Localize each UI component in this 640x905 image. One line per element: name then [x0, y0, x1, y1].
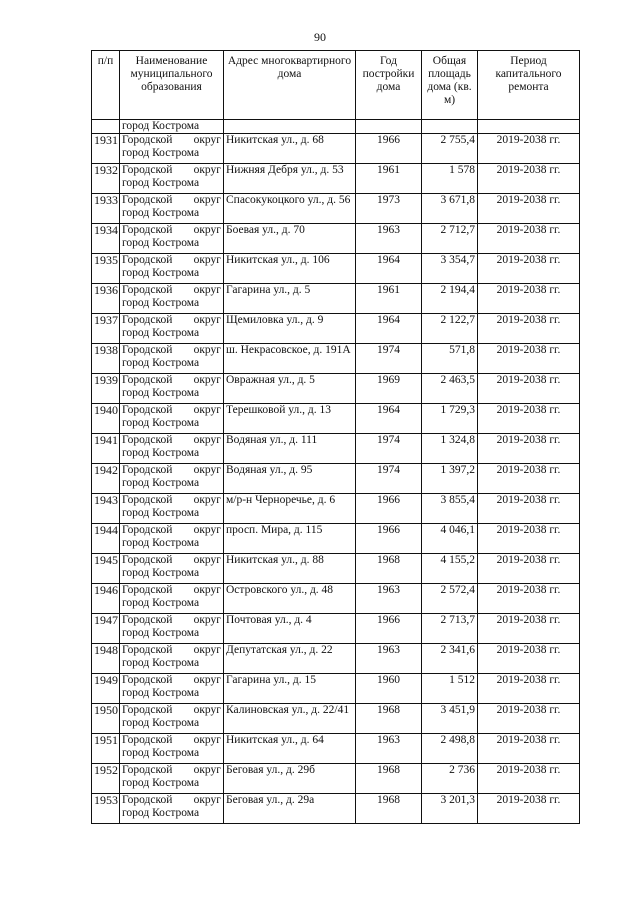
table-row — [92, 284, 580, 314]
row-municipality — [120, 794, 224, 824]
row-address: Беговая ул., д. 29б — [224, 764, 356, 794]
header-period: Период капитального ремонта — [478, 51, 580, 120]
row-municipality-line1: Городской округ — [122, 734, 221, 746]
row-number: 1937 — [92, 314, 120, 344]
row-address: Депутатская ул., д. 22 — [224, 644, 356, 674]
row-period: 2019-2038 гг. — [478, 284, 580, 314]
row-address: Никитская ул., д. 68 — [224, 134, 356, 164]
row-municipality-line2: город Кострома — [122, 747, 200, 759]
row-area: 3 201,3 — [422, 794, 478, 824]
row-address: Гагарина ул., д. 15 — [224, 674, 356, 704]
table-row — [92, 734, 580, 764]
row-municipality — [120, 224, 224, 254]
row-municipality-line2: город Кострома — [122, 207, 200, 219]
row-period: 2019-2038 гг. — [478, 134, 580, 164]
row-municipality-line2: город Кострома — [122, 447, 200, 459]
row-address: Островского ул., д. 48 — [224, 584, 356, 614]
row-municipality-line2: город Кострома — [122, 327, 200, 339]
row-address: Боевая ул., д. 70 — [224, 224, 356, 254]
row-address: Терешковой ул., д. 13 — [224, 404, 356, 434]
row-municipality-line1: Городской округ — [122, 614, 221, 626]
row-period: 2019-2038 гг. — [478, 584, 580, 614]
row-address: Спасокукоцкого ул., д. 56 — [224, 194, 356, 224]
row-municipality-line1: Городской округ — [122, 554, 221, 566]
header-address: Адрес многоквартирного дома — [224, 51, 356, 120]
row-area: 1 397,2 — [422, 464, 478, 494]
row-municipality-line1: Городской округ — [122, 194, 221, 206]
table-row — [92, 434, 580, 464]
row-municipality-line2: город Кострома — [122, 687, 200, 699]
row-area: 1 729,3 — [422, 404, 478, 434]
row-municipality-line2: город Кострома — [122, 537, 200, 549]
row-municipality — [120, 554, 224, 584]
row-municipality — [120, 464, 224, 494]
row-municipality-line2: город Кострома — [122, 267, 200, 279]
row-year: 1963 — [356, 224, 422, 254]
row-municipality — [120, 764, 224, 794]
row-number: 1933 — [92, 194, 120, 224]
row-number: 1942 — [92, 464, 120, 494]
row-year: 1966 — [356, 614, 422, 644]
row-year: 1968 — [356, 794, 422, 824]
row-year: 1974 — [356, 434, 422, 464]
row-municipality-line1: Городской округ — [122, 224, 221, 236]
row-year: 1960 — [356, 674, 422, 704]
row-municipality-line2: город Кострома — [122, 567, 200, 579]
row-number: 1934 — [92, 224, 120, 254]
row-period: 2019-2038 гг. — [478, 704, 580, 734]
row-year: 1964 — [356, 404, 422, 434]
row-year: 1961 — [356, 164, 422, 194]
row-area: 2 712,7 — [422, 224, 478, 254]
row-area: 2 194,4 — [422, 284, 478, 314]
row-number: 1952 — [92, 764, 120, 794]
row-municipality-line2: город Кострома — [122, 357, 200, 369]
row-municipality-line1: Городской округ — [122, 674, 221, 686]
row-number: 1938 — [92, 344, 120, 374]
row-number: 1951 — [92, 734, 120, 764]
row-area: 2 122,7 — [422, 314, 478, 344]
row-municipality — [120, 704, 224, 734]
row-year: 1963 — [356, 584, 422, 614]
row-number: 1932 — [92, 164, 120, 194]
table-row — [92, 134, 580, 164]
table-row — [92, 644, 580, 674]
row-area: 2 713,7 — [422, 614, 478, 644]
row-period: 2019-2038 гг. — [478, 254, 580, 284]
row-period: 2019-2038 гг. — [478, 434, 580, 464]
row-year: 1961 — [356, 284, 422, 314]
row-municipality-line2: город Кострома — [122, 777, 200, 789]
row-area: 1 578 — [422, 164, 478, 194]
row-municipality — [120, 404, 224, 434]
row-number: 1946 — [92, 584, 120, 614]
row-area: 571,8 — [422, 344, 478, 374]
row-municipality-line2: город Кострома — [122, 717, 200, 729]
table-row — [92, 614, 580, 644]
row-area: 2 498,8 — [422, 734, 478, 764]
row-municipality — [120, 254, 224, 284]
row-municipality-line1: Городской округ — [122, 134, 221, 146]
table-row — [92, 344, 580, 374]
row-number: 1950 — [92, 704, 120, 734]
row-municipality-line2: город Кострома — [122, 597, 200, 609]
row-area: 2 755,4 — [422, 134, 478, 164]
table-row — [92, 494, 580, 524]
header-year: Год постройки дома — [356, 51, 422, 120]
row-year: 1966 — [356, 134, 422, 164]
row-period: 2019-2038 гг. — [478, 554, 580, 584]
row-number: 1941 — [92, 434, 120, 464]
row-address: Почтовая ул., д. 4 — [224, 614, 356, 644]
row-area: 3 451,9 — [422, 704, 478, 734]
row-period: 2019-2038 гг. — [478, 404, 580, 434]
table-row — [92, 794, 580, 824]
row-period: 2019-2038 гг. — [478, 344, 580, 374]
row-municipality-line1: Городской округ — [122, 704, 221, 716]
row-municipality-line2: город Кострома — [122, 237, 200, 249]
row-period: 2019-2038 гг. — [478, 764, 580, 794]
row-area: 3 671,8 — [422, 194, 478, 224]
row-area: 1 324,8 — [422, 434, 478, 464]
row-address: Водяная ул., д. 95 — [224, 464, 356, 494]
table-row — [92, 764, 580, 794]
table-row — [92, 584, 580, 614]
row-period: 2019-2038 гг. — [478, 674, 580, 704]
row-address: Никитская ул., д. 88 — [224, 554, 356, 584]
row-area: 2 736 — [422, 764, 478, 794]
row-address: ш. Некрасовское, д. 191А — [224, 344, 356, 374]
row-address: Водяная ул., д. 111 — [224, 434, 356, 464]
row-municipality — [120, 194, 224, 224]
row-period: 2019-2038 гг. — [478, 314, 580, 344]
row-municipality-line1: Городской округ — [122, 314, 221, 326]
row-number: 1931 — [92, 134, 120, 164]
row-number: 1936 — [92, 284, 120, 314]
row-year: 1963 — [356, 644, 422, 674]
row-address: Нижняя Дебря ул., д. 53 — [224, 164, 356, 194]
row-year: 1973 — [356, 194, 422, 224]
row-year: 1966 — [356, 494, 422, 524]
row-municipality — [120, 674, 224, 704]
row-municipality — [120, 284, 224, 314]
row-municipality — [120, 644, 224, 674]
row-year: 1974 — [356, 464, 422, 494]
row-municipality-line2: город Кострома — [122, 807, 200, 819]
row-municipality-line2: город Кострома — [122, 417, 200, 429]
table-row — [92, 224, 580, 254]
row-municipality-line1: Городской округ — [122, 374, 221, 386]
row-municipality — [120, 134, 224, 164]
row-municipality — [120, 374, 224, 404]
row-number: 1944 — [92, 524, 120, 554]
row-municipality-line2: город Кострома — [122, 507, 200, 519]
row-area: 4 046,1 — [422, 524, 478, 554]
row-municipality-line1: Городской округ — [122, 494, 221, 506]
row-municipality — [120, 434, 224, 464]
row-area: 4 155,2 — [422, 554, 478, 584]
row-year: 1964 — [356, 254, 422, 284]
header-municipality: Наименование муниципального образования — [120, 51, 224, 120]
row-period: 2019-2038 гг. — [478, 494, 580, 524]
table-row — [92, 524, 580, 554]
row-period: 2019-2038 гг. — [478, 614, 580, 644]
row-municipality — [120, 524, 224, 554]
table-row — [92, 554, 580, 584]
row-municipality — [120, 344, 224, 374]
row-municipality — [120, 584, 224, 614]
row-period: 2019-2038 гг. — [478, 794, 580, 824]
row-address: Калиновская ул., д. 22/41 — [224, 704, 356, 734]
row-municipality-line1: Городской округ — [122, 164, 221, 176]
row-municipality-line1: Городской округ — [122, 524, 221, 536]
row-address: Щемиловка ул., д. 9 — [224, 314, 356, 344]
table-row — [92, 164, 580, 194]
row-year: 1968 — [356, 704, 422, 734]
row-address: Гагарина ул., д. 5 — [224, 284, 356, 314]
row-municipality-line2: город Кострома — [122, 477, 200, 489]
row-municipality-line1: Городской округ — [122, 584, 221, 596]
row-municipality-line2: город Кострома — [122, 657, 200, 669]
continuation-row — [92, 120, 580, 134]
table-row — [92, 674, 580, 704]
table-row — [92, 254, 580, 284]
row-area: 2 463,5 — [422, 374, 478, 404]
header-num: п/п — [92, 51, 120, 120]
row-period: 2019-2038 гг. — [478, 374, 580, 404]
row-period: 2019-2038 гг. — [478, 524, 580, 554]
row-municipality-line1: Городской округ — [122, 404, 221, 416]
table-row — [92, 404, 580, 434]
row-number: 1949 — [92, 674, 120, 704]
row-period: 2019-2038 гг. — [478, 164, 580, 194]
row-address: м/р-н Черноречье, д. 6 — [224, 494, 356, 524]
row-municipality-line2: город Кострома — [122, 387, 200, 399]
row-municipality-line2: город Кострома — [122, 627, 200, 639]
row-municipality-line1: Городской округ — [122, 464, 221, 476]
table-row — [92, 194, 580, 224]
row-municipality — [120, 734, 224, 764]
row-municipality-line2: город Кострома — [122, 297, 200, 309]
row-year: 1966 — [356, 524, 422, 554]
row-municipality — [120, 314, 224, 344]
row-area: 2 572,4 — [422, 584, 478, 614]
row-address: Беговая ул., д. 29а — [224, 794, 356, 824]
row-municipality — [120, 494, 224, 524]
row-period: 2019-2038 гг. — [478, 644, 580, 674]
row-number: 1939 — [92, 374, 120, 404]
row-number: 1953 — [92, 794, 120, 824]
row-number: 1940 — [92, 404, 120, 434]
row-municipality-line2: город Кострома — [122, 147, 200, 159]
row-year: 1968 — [356, 554, 422, 584]
row-period: 2019-2038 гг. — [478, 194, 580, 224]
row-area: 3 855,4 — [422, 494, 478, 524]
row-year: 1963 — [356, 734, 422, 764]
row-year: 1968 — [356, 764, 422, 794]
row-number: 1945 — [92, 554, 120, 584]
row-municipality-line2: город Кострома — [122, 177, 200, 189]
table-header-row — [92, 51, 580, 120]
row-municipality — [120, 614, 224, 644]
table-row — [92, 704, 580, 734]
row-address: Никитская ул., д. 106 — [224, 254, 356, 284]
row-number: 1943 — [92, 494, 120, 524]
row-area: 3 354,7 — [422, 254, 478, 284]
page-number: 90 — [314, 30, 326, 44]
row-municipality-line1: Городской округ — [122, 284, 221, 296]
row-area: 1 512 — [422, 674, 478, 704]
row-period: 2019-2038 гг. — [478, 464, 580, 494]
row-period: 2019-2038 гг. — [478, 224, 580, 254]
row-year: 1974 — [356, 344, 422, 374]
row-municipality-line1: Городской округ — [122, 434, 221, 446]
row-address: Никитская ул., д. 64 — [224, 734, 356, 764]
header-area: Общая площадь дома (кв. м) — [422, 51, 478, 120]
row-municipality — [120, 164, 224, 194]
table-row — [92, 314, 580, 344]
row-municipality-line1: Городской округ — [122, 764, 221, 776]
table-row — [92, 464, 580, 494]
row-number: 1935 — [92, 254, 120, 284]
row-municipality-line1: Городской округ — [122, 344, 221, 356]
row-number: 1948 — [92, 644, 120, 674]
row-address: просп. Мира, д. 115 — [224, 524, 356, 554]
row-municipality-line1: Городской округ — [122, 794, 221, 806]
row-area: 2 341,6 — [422, 644, 478, 674]
row-year: 1969 — [356, 374, 422, 404]
row-address: Овражная ул., д. 5 — [224, 374, 356, 404]
continuation-municipality: город Кострома — [120, 120, 224, 134]
housing-registry-table — [91, 50, 580, 824]
table-row — [92, 374, 580, 404]
row-municipality-line1: Городской округ — [122, 254, 221, 266]
row-period: 2019-2038 гг. — [478, 734, 580, 764]
row-number: 1947 — [92, 614, 120, 644]
row-municipality-line1: Городской округ — [122, 644, 221, 656]
row-year: 1964 — [356, 314, 422, 344]
